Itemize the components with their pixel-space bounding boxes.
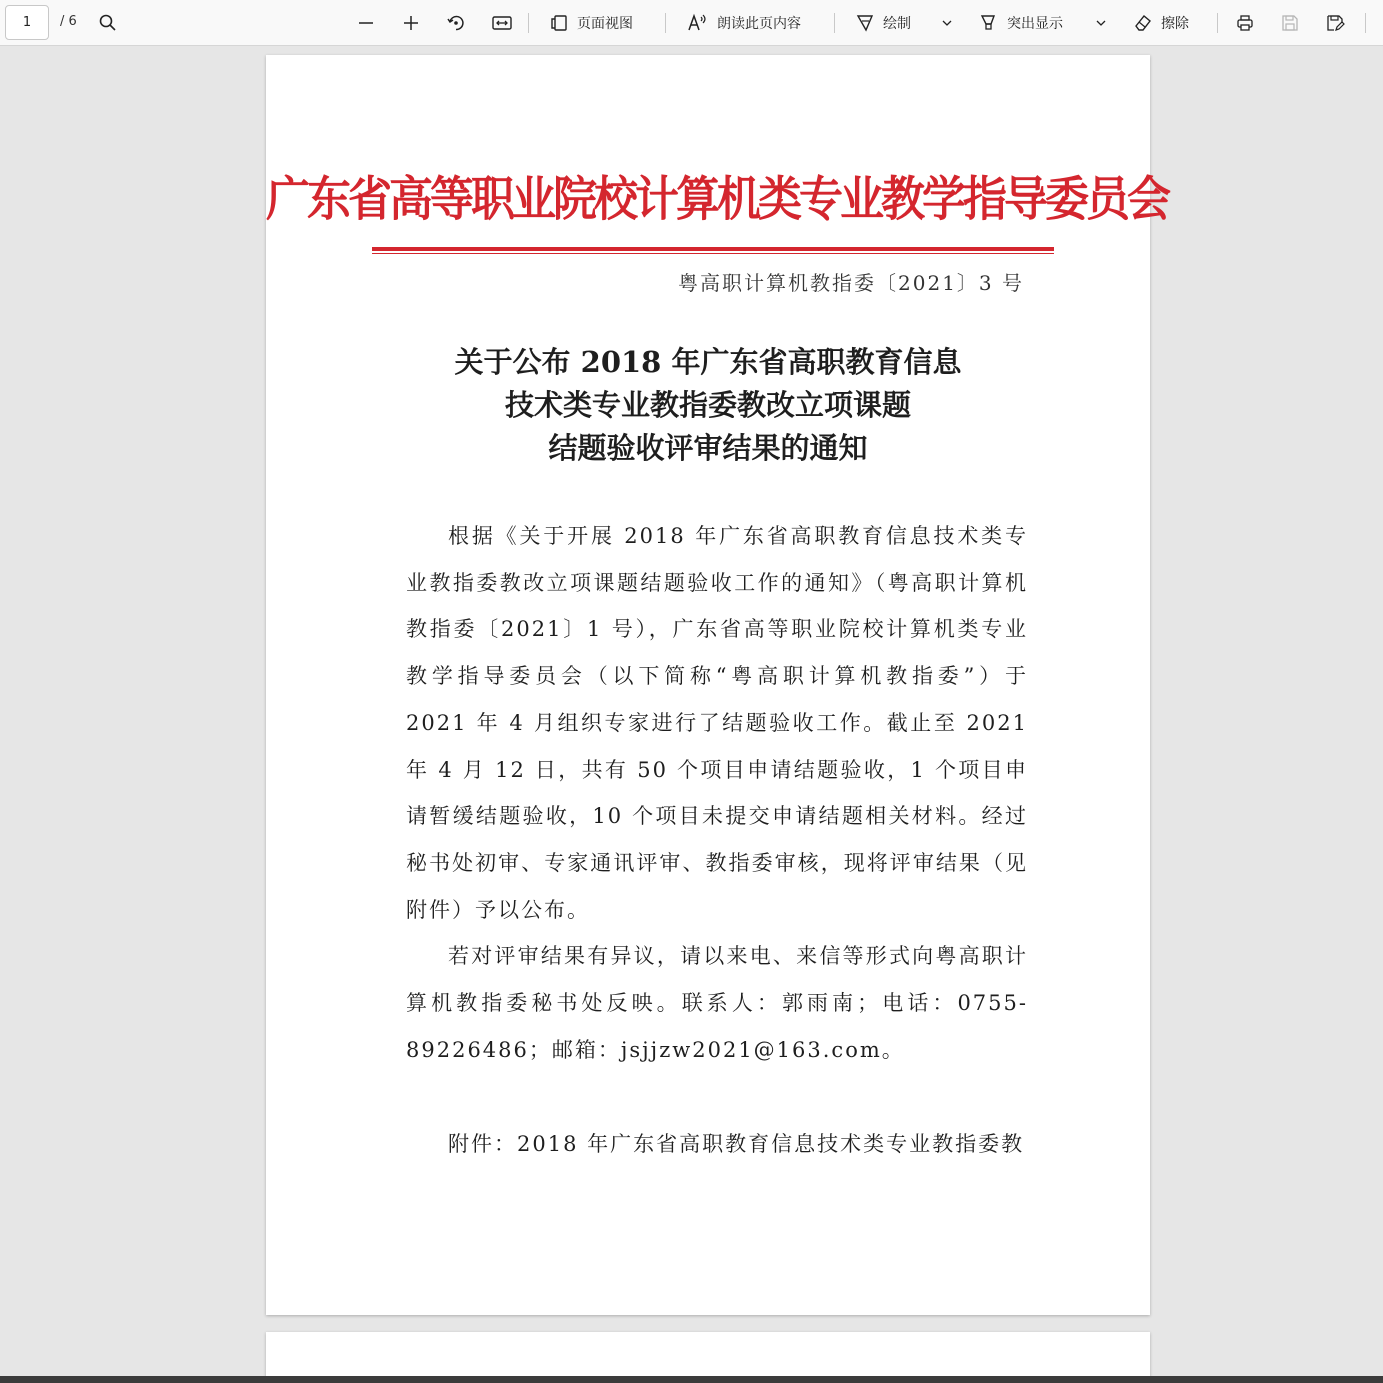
highlight-dropdown[interactable] [1094,14,1108,32]
chevron-down-icon [941,17,953,29]
rotate-button[interactable] [446,8,466,38]
zoom-in-icon [401,13,421,33]
highlight-button[interactable] [979,8,1063,38]
fit-width-icon [491,13,513,33]
toolbar-separator [665,13,666,33]
search-icon [98,13,118,33]
draw-label: 绘制 [883,16,911,32]
notice-title-line: 技术类专业教指委教改立项课题 [504,388,911,422]
read-aloud-button[interactable] [687,8,801,38]
print-button[interactable] [1235,8,1255,38]
save-as-button[interactable] [1325,8,1345,38]
eraser-icon [1133,13,1153,33]
search-button[interactable] [98,8,118,38]
notice-title-line: 结题验收评审结果的通知 [548,431,868,465]
pdf-toolbar [0,0,1383,46]
toolbar-separator [1365,13,1366,33]
save-button[interactable] [1280,8,1300,38]
fit-width-button[interactable] [491,8,513,38]
read-aloud-icon [687,13,709,33]
read-aloud-label: 朗读此页内容 [717,16,801,32]
notice-body [406,513,1028,1073]
chevron-down-icon [1095,17,1107,29]
erase-button[interactable] [1133,8,1189,38]
notice-title [266,341,1150,470]
toolbar-separator [1217,13,1218,33]
body-paragraph: 根据《关于开展 2018 年广东省高职教育信息技术类专业教指委教改立项课题结题验收工作的通知》（粤高职计算机教指委〔2021〕1 号），广东省高等职业院校计算机类专业教学指导委员会（以下简称“粤高职计算机教指委”）于 2021 年 4 月组织专家进行了结题验收工作。截止至 2021 年 4 月 12 日，共有 50 个项目申请结题验收，1 个项目申请暂缓结题验收，10 个项目未提交申请结题相关材料。经过秘书处初审、专家通讯评审、教指委审核，现将评审结果（见附件）予以公布。 [406,524,1028,922]
draw-button[interactable] [855,8,911,38]
page-view-icon [549,13,569,33]
letterhead-rule-thin [372,253,1054,254]
erase-label: 擦除 [1161,16,1189,32]
document-number: 粤高职计算机教指委〔2021〕3 号 [678,271,1024,295]
highlight-label: 突出显示 [1007,16,1063,32]
page-view-label: 页面视图 [577,16,633,32]
letterhead-rule [372,247,1054,251]
notice-title-line: 关于公布 2018 年广东省高职教育信息 [454,345,962,379]
save-as-icon [1325,13,1345,33]
body-paragraph: 若对评审结果有异议，请以来电、来信等形式向粤高职计算机教指委秘书处反映。联系人：郭雨南；电话：0755-89226486；邮箱：jsjjzw2021@163.com。 [406,944,1028,1062]
attachment-line: 附件：2018 年广东省高职教育信息技术类专业教指委教 [448,1132,1025,1156]
page-total-label: / 6 [60,14,77,29]
save-icon [1280,13,1300,33]
rotate-icon [446,13,466,33]
draw-icon [855,13,875,33]
print-icon [1235,13,1255,33]
highlight-icon [979,13,999,33]
toolbar-separator [528,13,529,33]
zoom-in-button[interactable] [401,8,421,38]
zoom-out-button[interactable] [356,8,376,38]
page-view-button[interactable] [549,8,633,38]
page-number-input[interactable] [5,5,49,40]
draw-dropdown[interactable] [940,14,954,32]
pdf-page [266,55,1168,1315]
zoom-out-icon [356,13,376,33]
letterhead-title: 广东省高等职业院校计算机类专业教学指导委员会 [266,172,1168,228]
toolbar-separator [834,13,835,33]
taskbar-strip [0,1376,1383,1383]
